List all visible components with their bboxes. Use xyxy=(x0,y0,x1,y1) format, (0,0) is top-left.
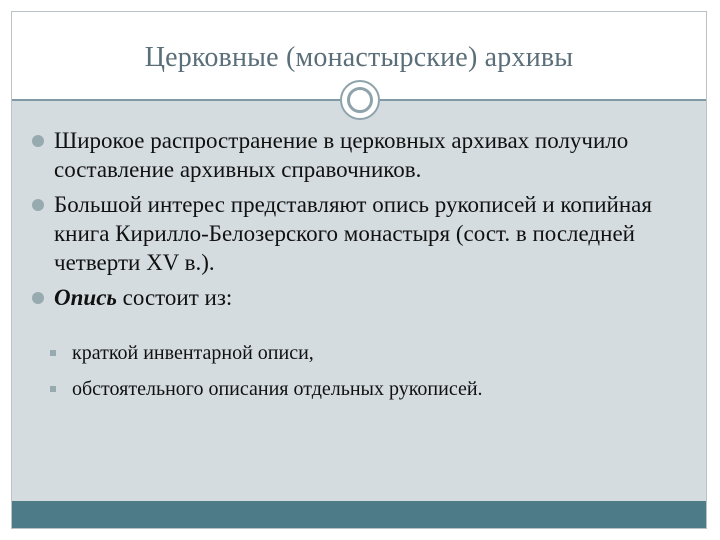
square-bullet-icon xyxy=(50,350,56,356)
circle-bullet-icon xyxy=(32,135,44,147)
circle-bullet-icon xyxy=(32,199,44,211)
slide-title: Церковные (монастырские) архивы xyxy=(144,42,574,73)
bullet-emphasis: Опись xyxy=(54,285,117,310)
sub-bullet-text: обстоятельного описания отдельных рукописей. xyxy=(72,378,483,400)
bullet-item xyxy=(30,190,690,277)
sub-bullet-text: краткой инвентарной описи, xyxy=(72,342,314,364)
bullet-text: Широкое распространение в церковных архивах получило составление архивных справочников. xyxy=(54,128,629,182)
square-bullet-icon xyxy=(50,386,56,392)
sub-bullet-list xyxy=(48,341,688,413)
sub-bullet-item xyxy=(48,341,688,365)
bottom-accent-bar xyxy=(12,501,706,528)
ring-icon xyxy=(340,80,380,120)
circle-bullet-icon xyxy=(32,292,44,304)
ring-inner xyxy=(347,87,373,113)
bullet-text: состоит из: xyxy=(116,285,233,310)
bullet-text: Большой интерес представляют опись рукописей и копийная книга Кирилло-Белозерского монастыря (сост. в последней четверти XV в.). xyxy=(54,192,652,275)
bullet-list xyxy=(30,126,690,318)
bullet-item xyxy=(30,283,690,312)
sub-bullet-item xyxy=(48,377,688,401)
bullet-item xyxy=(30,126,690,184)
